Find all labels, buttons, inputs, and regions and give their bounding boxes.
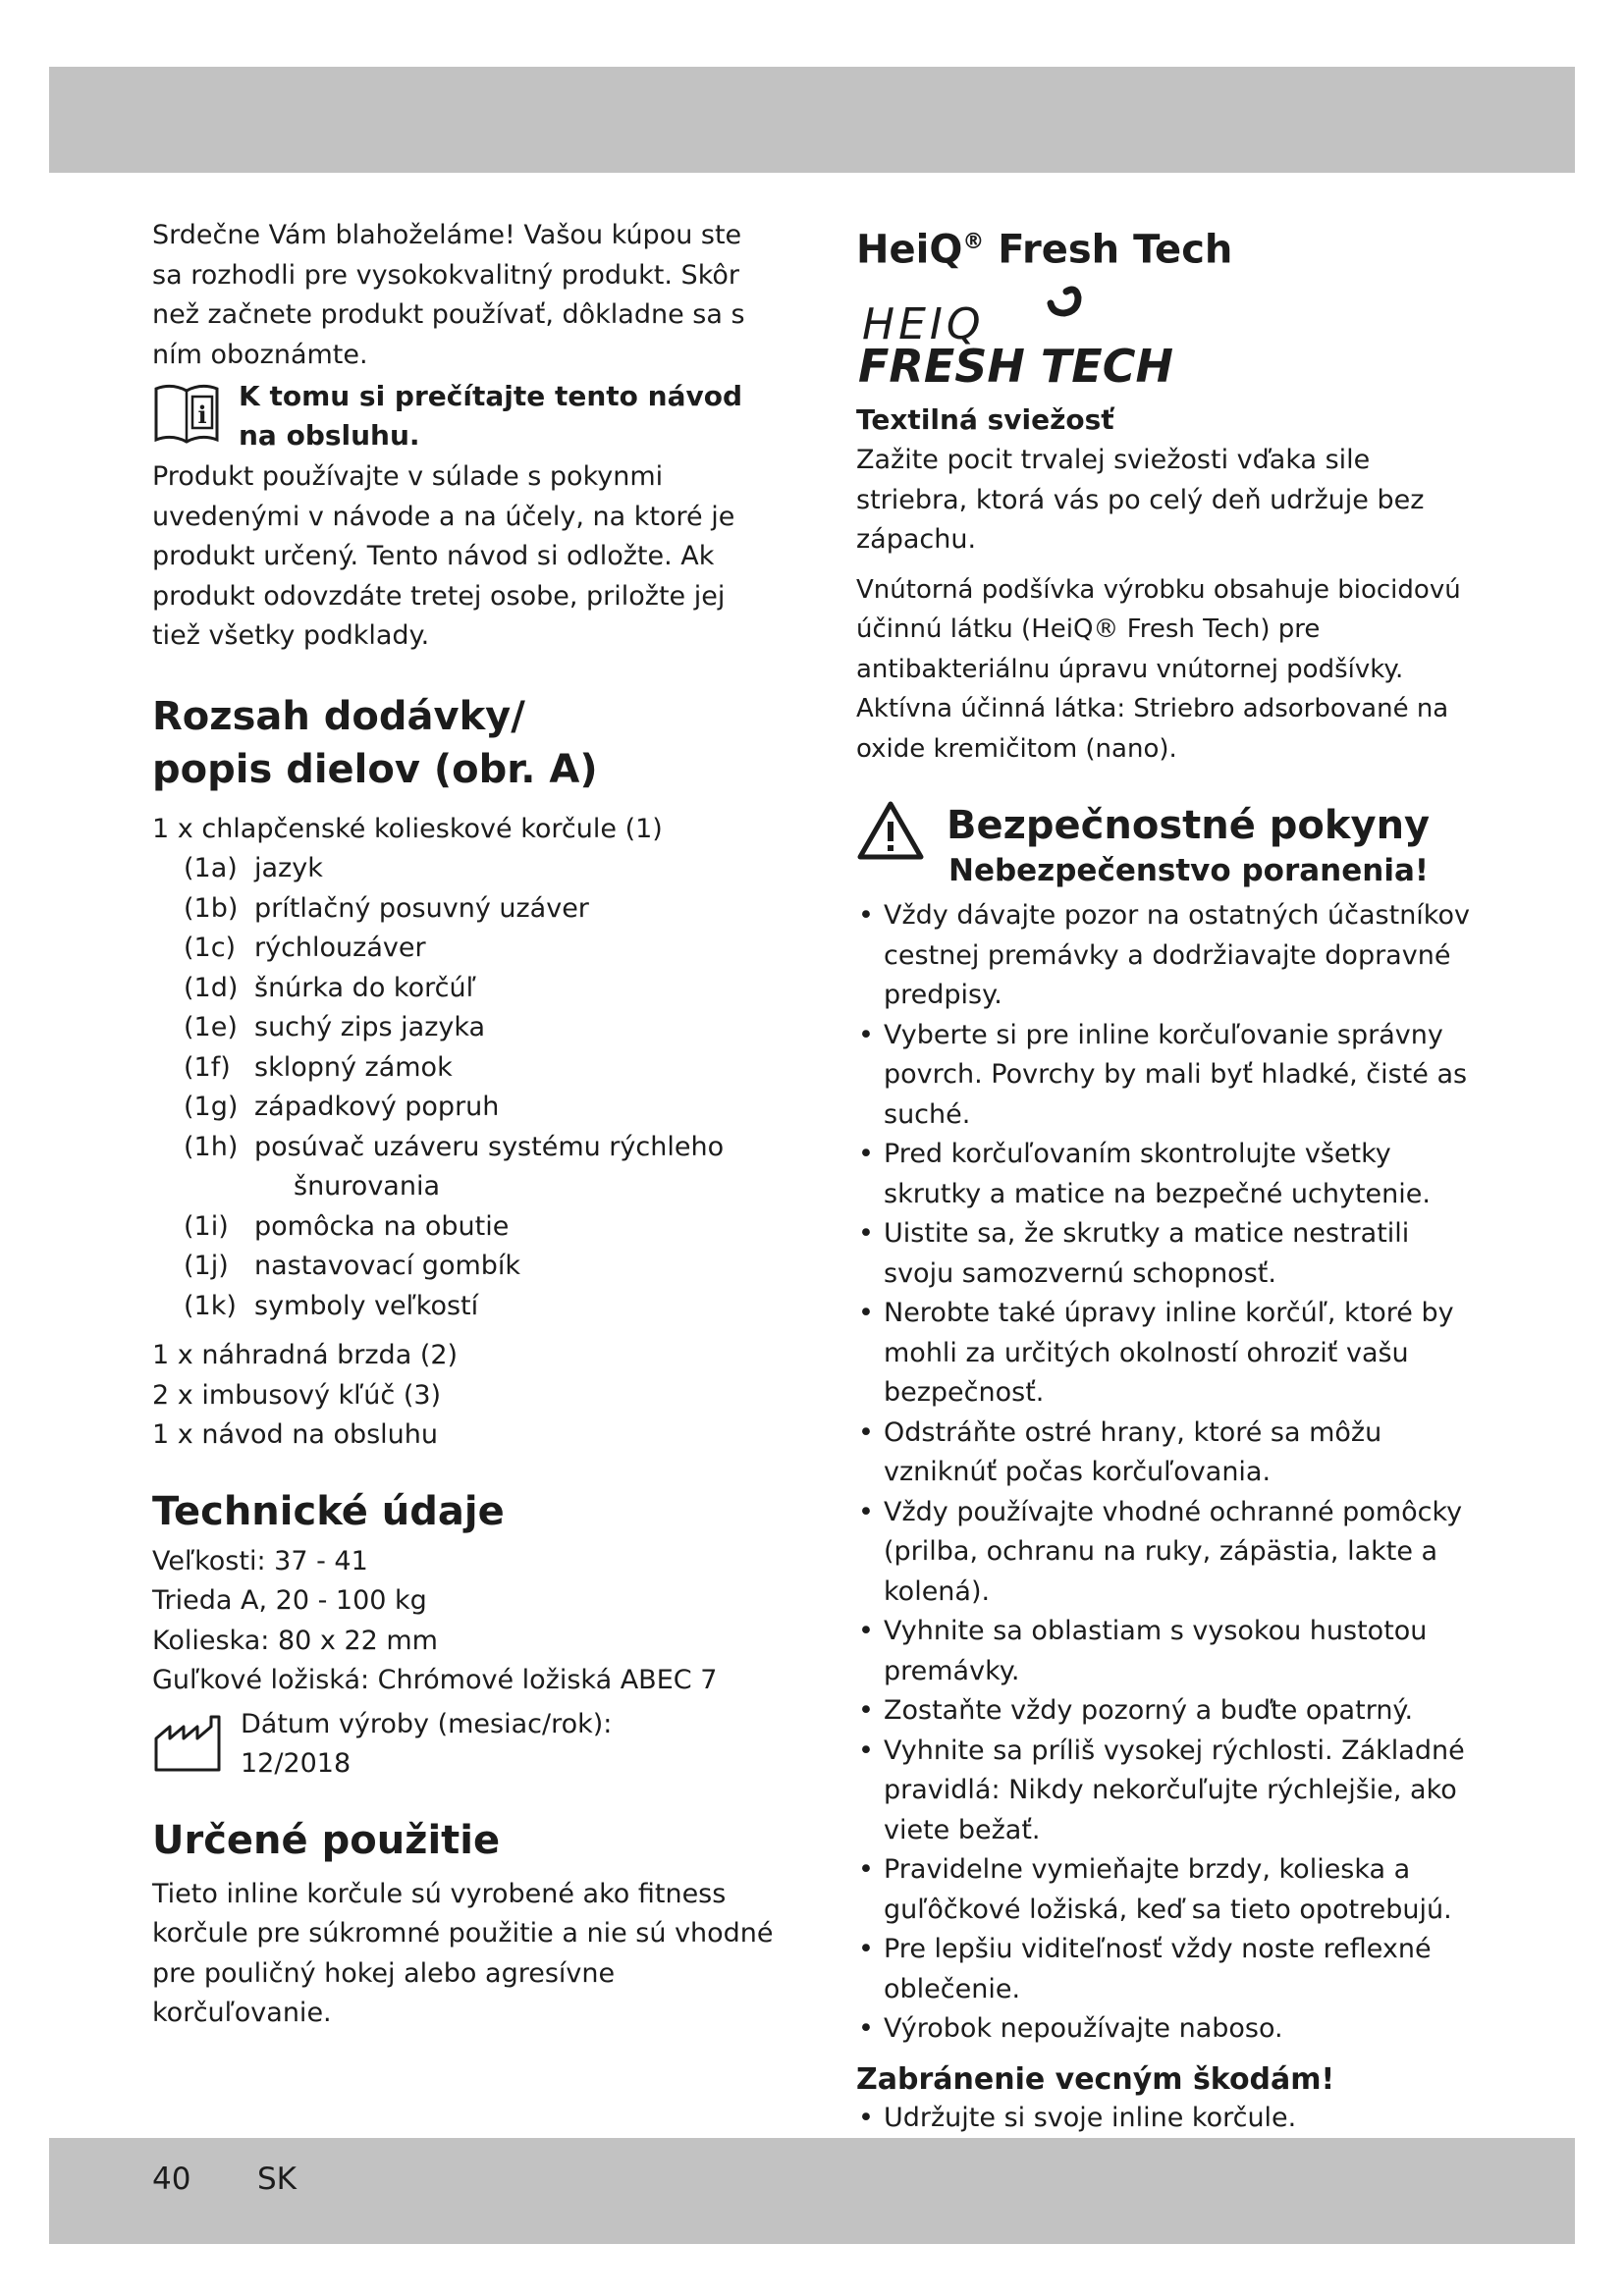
tech-class: Trieda A, 20 - 100 kg [152,1585,427,1616]
part-code: (1h) [184,1131,239,1162]
part-text-continued: šnurovania [294,1171,441,1201]
technical-data [152,1542,777,1701]
manufacture-label: Dátum výroby (mesiac/rok): [241,1708,613,1739]
warning-triangle-icon [856,800,925,861]
usage-text: Produkt používajte v súlade s pokynmi uvedenými v návode a na účely, na ktoré je produkt určený. Tento návod si odložte. Ak produkt odovzdáte tretej osobe, priložte jej tiež všetky podklady. [152,461,735,651]
list-item [152,1287,777,1327]
item-text: náhradná brzda (2) [201,1340,459,1370]
part-text: prítlačný posuvný uzáver [254,892,589,924]
list-item: • Udržujte si svoje inline korčule. [856,2099,1485,2139]
part-text: pomôcka na obutie [254,1210,510,1242]
part-code: (1b) [184,892,239,924]
technical-heading: Technické údaje [152,1488,505,1534]
left-column [152,216,777,2034]
heiq-fresh-tech-logo [856,284,1249,392]
part-text: rýchlouzáver [254,933,426,963]
svg-text:i: i [197,400,207,429]
list-item: • Pred korčuľovaním skontrolujte všetky skrutky a matice na bezpečné uchytenie. [856,1135,1485,1214]
list-item: • Vyhnite sa príliš vysokej rýchlosti. Základné pravidlá: Nikdy nekorčuľujte rýchlejšie, ako viete bežať. [856,1732,1485,1851]
item-text: imbusový kľúč (3) [201,1379,442,1411]
list-item [152,1128,777,1207]
delivery-heading-line1: Rozsah dodávky/ [152,693,525,739]
list-item [152,1088,777,1128]
part-code: (1f) [184,1051,231,1083]
list-item [152,1376,777,1416]
list-item [152,1048,777,1089]
safety-heading: Bezpečnostné pokyny [947,803,1431,849]
logo-fresh-tech-text: FRESH TECH [858,340,1173,393]
list-item [152,1207,777,1248]
item-text: chlapčenské kolieskové korčule (1) [201,813,663,844]
list-item: • Vyhnite sa oblastiam s vysokou hustotou premávky. [856,1612,1485,1691]
part-code: (1d) [184,972,239,1003]
item-qty: 1 x [152,1419,193,1450]
list-item: • Vyberte si pre inline korčuľovanie správny povrch. Povrchy by mali byť hladké, čisté as suché. [856,1016,1485,1136]
list-item: • Vždy dávajte pozor na ostatných účastníkov cestnej premávky a dodržiavajte dopravné predpisy. [856,896,1485,1016]
part-code: (1c) [184,933,237,963]
list-item: • Uistite sa, že skrutky a matice nestratili svoju samozvernú schopnosť. [856,1214,1485,1294]
part-text: nastavovací gombík [254,1251,521,1281]
item-qty: 2 x [152,1379,193,1411]
part-text: symboly veľkostí [254,1290,479,1321]
list-item: • Odstráňte ostré hrany, ktoré sa môžu vzniknúť počas korčuľovania. [856,1414,1485,1493]
delivery-list [152,810,777,1456]
heiq-para2: Vnútorná podšívka výrobku obsahuje biocidovú účinnú látku (HeiQ® Fresh Tech) pre antibakteriálnu úpravu vnútornej podšívky. Aktívna účinná látka: Striebro adsorbované na oxide kremičitom (nano). [856,574,1461,764]
list-item: • Nerobte také úpravy inline korčúľ, ktoré by mohli za určitých okolností ohroziť vašu bezpečnosť. [856,1294,1485,1414]
item-qty: 1 x [152,813,193,844]
heiq-heading-rest: Fresh Tech [984,227,1233,273]
tech-sizes: Veľkosti: 37 - 41 [152,1545,368,1576]
part-text: západkový popruh [254,1092,500,1122]
part-text: sklopný zámok [254,1051,453,1083]
heiq-heading [856,216,1485,276]
manual-info-icon [152,383,221,446]
part-code: (1g) [184,1092,239,1122]
list-item: • Výrobok nepoužívajte naboso. [856,2009,1485,2050]
list-item: • Pravidelne vymieňajte brzdy, kolieska a guľôčkové ložiská, keď sa tieto opotrebujú. [856,1850,1485,1930]
list-item: • Zostaňte vždy pozorný a buďte opatrný. [856,1691,1485,1732]
list-item [152,849,777,889]
list-item: • Vždy používajte vhodné ochranné pomôcky (prilba, ochranu na ruky, zápästia, lakte a kolená). [856,1493,1485,1613]
list-item [152,889,777,930]
delivery-heading-line2: popis dielov (obr. A) [152,746,598,792]
intended-use-text: Tieto inline korčule sú vyrobené ako fitness korčule pre súkromné použitie a nie sú vhodné pre pouličný hokej alebo agresívne korčuľovanie. [152,1878,774,2028]
list-item [152,969,777,1009]
safety-subheading: Nebezpečenstvo poranenia! [948,853,1430,889]
delivery-main-item [152,810,777,850]
list-item [152,1415,777,1456]
part-code: (1i) [184,1210,229,1242]
heiq-heading-brand: HeiQ [856,227,963,273]
list-item [152,1247,777,1287]
safety-header [856,800,1485,890]
intended-use-heading: Určené použitie [152,1817,501,1863]
registered-mark: ® [962,230,985,254]
part-code: (1e) [184,1012,238,1042]
language-code: SK [257,2162,298,2197]
manufacture-date-block [152,1705,777,1785]
part-text: posúvač uzáveru systému rýchleho [254,1131,725,1162]
list-item: • Pre lepšiu viditeľnosť vždy noste reflexné oblečenie. [856,1930,1485,2009]
part-code: (1k) [184,1290,237,1321]
freshness-heading: Textilná sviežosť [856,403,1114,437]
read-manual-text: K tomu si prečítajte tento návod na obsluhu. [239,380,743,452]
intro-text: Srdečne Vám blahoželáme! Vašou kúpou ste sa rozhodli pre vysokokvalitný produkt. Skôr než začnete produkt používať, dôkladne sa s ním oboznámte. [152,220,745,370]
heiq-para1: Zažite pocit trvalej sviežosti vďaka sile striebra, ktorá vás po celý deň udržuje bez zápachu. [856,445,1425,556]
part-text: jazyk [254,853,323,883]
right-column [856,216,1485,2217]
list-item [152,1008,777,1048]
manufacture-date-icon [152,1713,223,1774]
part-code: (1j) [184,1251,229,1281]
read-manual-note [152,377,777,455]
manufacture-date: 12/2018 [241,1748,352,1779]
list-item [152,1336,777,1376]
logo-heiq-text: HEIQ [862,299,985,350]
delivery-heading [152,690,777,796]
tech-bearings: Guľkové ložiská: Chrómové ložiská ABEC 7 [152,1665,718,1695]
page-number: 40 [152,2162,191,2197]
list-item [152,929,777,969]
part-text: šnúrka do korčúľ [254,972,476,1003]
header-band [49,67,1575,173]
item-qty: 1 x [152,1340,193,1370]
tech-wheels: Kolieska: 80 x 22 mm [152,1625,438,1656]
safety-list [856,896,1485,2050]
part-code: (1a) [184,853,238,883]
damage-heading: Zabránenie vecným škodám! [856,2061,1335,2097]
part-text: suchý zips jazyka [254,1012,486,1042]
item-text: návod na obsluhu [201,1419,439,1450]
